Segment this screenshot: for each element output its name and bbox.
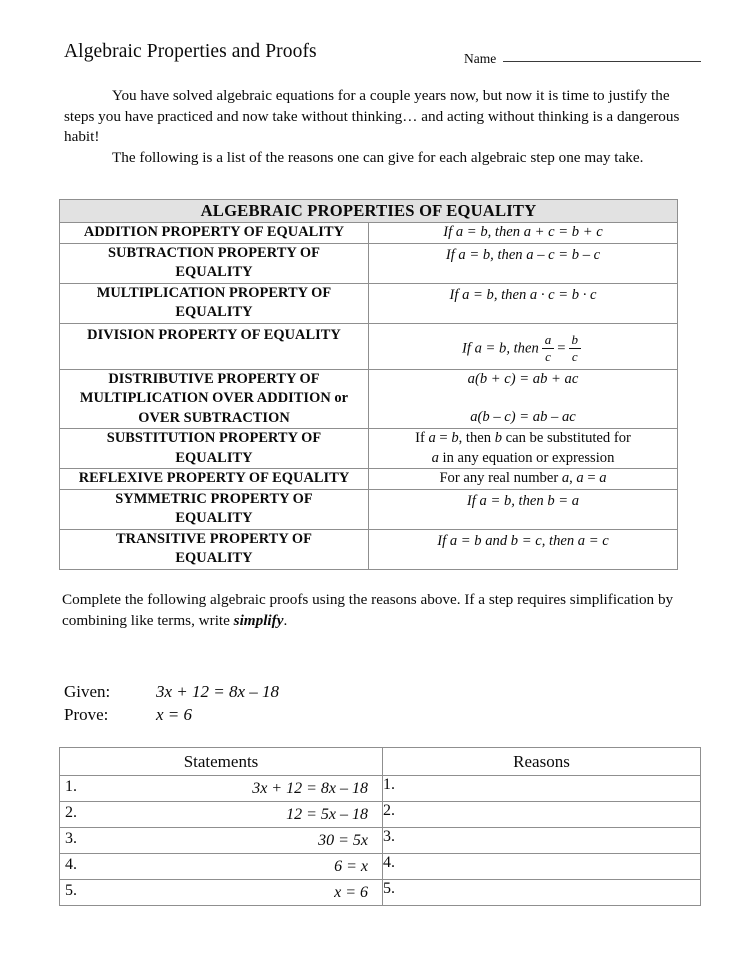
property-name-cell xyxy=(60,223,369,244)
property-name-line: EQUALITY xyxy=(175,304,253,320)
property-name-cell xyxy=(60,243,369,283)
property-name-line: EQUALITY xyxy=(175,550,253,566)
statement-number: 4. xyxy=(65,856,77,873)
property-rule-line: If a = b and b = c, then a = c xyxy=(437,532,609,549)
reason-cell[interactable] xyxy=(383,802,701,828)
property-rule-cell xyxy=(369,243,678,283)
property-rule-cell xyxy=(369,283,678,323)
property-name-cell xyxy=(60,369,369,429)
table-row xyxy=(60,223,678,244)
reason-cell[interactable] xyxy=(383,880,701,906)
name-write-in-line[interactable] xyxy=(503,60,701,62)
property-rule-cell xyxy=(369,323,678,369)
property-name-line: DISTRIBUTIVE PROPERTY OF xyxy=(108,370,320,387)
property-name-cell xyxy=(60,489,369,529)
statement-text: x = 6 xyxy=(334,883,368,901)
page-title: Algebraic Properties and Proofs xyxy=(64,41,317,62)
table-row xyxy=(60,243,678,283)
table-row xyxy=(60,880,701,906)
statement-number: 3. xyxy=(65,830,77,847)
prove-row xyxy=(64,704,279,727)
property-rule-line: If a = b, then b can be substituted for xyxy=(415,430,631,446)
instructions-text-before: Complete the following algebraic proofs using the reasons above. If a step requires simplification by combining like terms, write xyxy=(62,591,674,629)
statement-text: 3x + 12 = 8x – 18 xyxy=(252,779,368,797)
two-column-proof-table xyxy=(59,747,701,906)
reason-number: 1. xyxy=(383,776,395,793)
property-name-cell xyxy=(60,323,369,369)
prove-equation: x = 6 xyxy=(156,704,193,724)
property-name-line: MULTIPLICATION PROPERTY OF xyxy=(96,284,332,301)
property-rule-cell xyxy=(369,369,678,429)
properties-table-title: ALGEBRAIC PROPERTIES OF EQUALITY xyxy=(60,200,678,223)
property-name-cell xyxy=(60,529,369,569)
fraction-denominator: c xyxy=(569,348,582,364)
property-rule-line: If a = b, then a – c = b – c xyxy=(445,246,601,263)
property-name-line: EQUALITY xyxy=(175,264,253,280)
table-row xyxy=(60,802,701,828)
name-label: Name xyxy=(464,51,497,66)
property-rule-prefix: If a = b, then xyxy=(462,340,539,357)
fraction-numerator: a xyxy=(544,332,552,348)
algebraic-properties-table xyxy=(59,199,678,570)
reason-number: 5. xyxy=(383,880,395,897)
table-row xyxy=(60,828,701,854)
statement-number: 2. xyxy=(65,804,77,821)
table-row xyxy=(60,283,678,323)
property-name-cell xyxy=(60,283,369,323)
reason-number: 4. xyxy=(383,854,395,871)
intro-paragraph-1: You have solved algebraic equations for a couple years now, but now it is time to justify the steps you have practiced and now take without thinking… and acting without thinking is a dangerous habit! xyxy=(64,87,680,146)
property-name-line: MULTIPLICATION OVER ADDITION or xyxy=(79,390,349,406)
intro-paragraph-2: The following is a list of the reasons one can give for each algebraic step one may take. xyxy=(112,148,644,166)
property-rule-cell xyxy=(369,529,678,569)
statement-number: 5. xyxy=(65,882,77,899)
property-name-line: EQUALITY xyxy=(175,449,253,466)
statement-cell xyxy=(60,802,383,828)
property-rule-line: If a = b, then a + c = b + c xyxy=(443,224,603,240)
fraction-a-over-c xyxy=(542,333,555,363)
property-rule-line: a in any equation or expression xyxy=(431,449,615,466)
reason-cell[interactable] xyxy=(383,828,701,854)
statement-cell xyxy=(60,854,383,880)
table-row xyxy=(60,469,678,490)
given-equation: 3x + 12 = 8x – 18 xyxy=(156,682,280,701)
fraction-equals-sign: = xyxy=(557,340,566,357)
given-row xyxy=(64,681,279,704)
table-row xyxy=(60,369,678,429)
prove-label: Prove: xyxy=(64,704,109,724)
statement-number: 1. xyxy=(65,778,77,795)
property-rule-line: a(b – c) = ab – ac xyxy=(470,409,576,426)
property-rule-cell xyxy=(369,429,678,469)
property-name-line: ADDITION PROPERTY OF EQUALITY xyxy=(83,224,345,240)
proof-table-header-row xyxy=(60,748,701,776)
reason-cell[interactable] xyxy=(383,776,701,802)
statement-cell xyxy=(60,880,383,906)
table-row xyxy=(60,489,678,529)
table-row xyxy=(60,429,678,469)
property-name-line: SUBTRACTION PROPERTY OF xyxy=(108,244,320,261)
table-row xyxy=(60,776,701,802)
property-name-cell xyxy=(60,429,369,469)
proof-instructions xyxy=(62,590,682,631)
statement-text: 12 = 5x – 18 xyxy=(286,805,368,823)
instructions-text-after: . xyxy=(283,611,288,629)
fraction-b-over-c xyxy=(569,333,582,363)
reason-cell[interactable] xyxy=(383,854,701,880)
fraction-numerator: b xyxy=(571,332,578,348)
property-name-line: DIVISION PROPERTY OF EQUALITY xyxy=(87,326,341,343)
given-prove-block xyxy=(64,681,279,726)
property-name-cell xyxy=(60,469,369,490)
table-row xyxy=(60,854,701,880)
property-rule-line: If a = b, then b = a xyxy=(466,492,580,509)
statement-text: 30 = 5x xyxy=(318,831,368,849)
statement-text: 6 = x xyxy=(334,857,368,875)
property-name-line: OVER SUBTRACTION xyxy=(138,409,290,426)
fraction-denominator: c xyxy=(542,348,555,364)
page-header xyxy=(64,40,694,74)
property-name-line: SUBSTITUTION PROPERTY OF xyxy=(106,430,322,446)
reason-number: 2. xyxy=(383,802,395,819)
table-row xyxy=(60,529,678,569)
property-rule-line: For any real number a, a = a xyxy=(439,470,607,486)
property-name-line: TRANSITIVE PROPERTY OF xyxy=(116,530,312,547)
property-name-line: EQUALITY xyxy=(175,510,253,526)
property-name-line: REFLEXIVE PROPERTY OF EQUALITY xyxy=(78,470,350,486)
intro-text xyxy=(64,86,696,168)
property-rule-cell xyxy=(369,489,678,529)
property-rule-line: If a = b, then a · c = b · c xyxy=(449,286,597,303)
properties-table-title-row xyxy=(60,200,678,223)
property-rule-line: a(b + c) = ab + ac xyxy=(467,370,579,387)
property-name-line: SYMMETRIC PROPERTY OF xyxy=(115,490,313,507)
given-label: Given: xyxy=(64,682,111,701)
property-rule-cell xyxy=(369,223,678,244)
column-header-statements: Statements xyxy=(60,748,383,776)
name-field-group xyxy=(464,51,701,67)
property-rule-cell xyxy=(369,469,678,490)
reason-number: 3. xyxy=(383,828,395,845)
table-row xyxy=(60,323,678,369)
statement-cell xyxy=(60,828,383,854)
column-header-reasons: Reasons xyxy=(383,748,701,776)
statement-cell xyxy=(60,776,383,802)
instructions-emphasis: simplify xyxy=(233,611,284,629)
